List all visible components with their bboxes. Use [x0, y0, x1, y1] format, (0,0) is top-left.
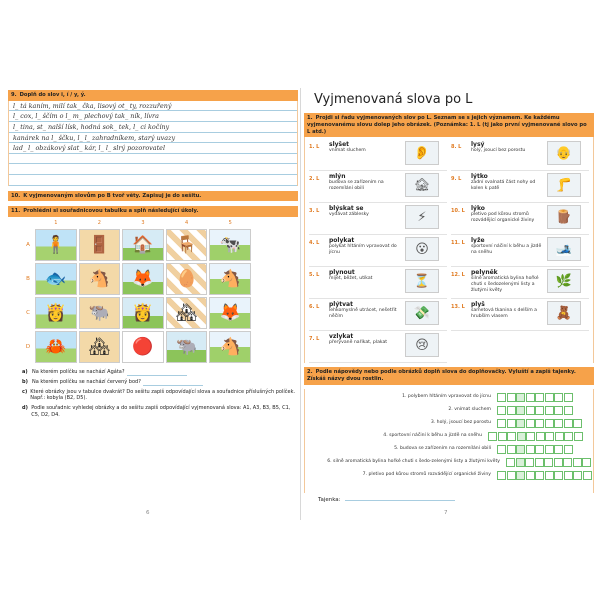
vocab-definition: polykat hltáním vpravovat do jícnu: [329, 244, 397, 255]
column-number: 2: [97, 220, 101, 226]
ear-icon[interactable]: 👂: [405, 141, 439, 165]
crossword-clue: 5. budova se zařízením na rozemílání obilí: [394, 445, 491, 451]
crossword-clue: 3. holý, jsoucí bez porostu: [430, 419, 491, 425]
row-label: C: [26, 310, 30, 316]
vocab-column-right: [451, 139, 589, 363]
cows-icon: 🐄: [209, 229, 251, 261]
vocab-number: 9. L: [451, 176, 462, 183]
crab-icon: 🦀: [35, 331, 77, 363]
teddy-icon[interactable]: 🧸: [547, 301, 581, 325]
crossword-cell[interactable]: [574, 432, 583, 441]
handwriting-line[interactable]: l_ tina, st_ nalší lísk, hodná sok_ tek, l_ ci kočíny: [9, 122, 297, 133]
herb-icon[interactable]: 🌿: [547, 269, 581, 293]
vocab-number: 7. L: [309, 336, 320, 343]
crossword-cell[interactable]: [564, 406, 573, 415]
vocab-definition: silně aromatická bylina hořké chuti s šedozelenými listy a žlutými květy: [471, 276, 539, 293]
vocab-word: polykat: [329, 237, 355, 245]
vocab-text: [471, 269, 547, 293]
vocab-number: 6. L: [309, 304, 320, 311]
vocab-definition: míjet, běžet, utíkat: [329, 276, 373, 282]
vocab-row: [309, 139, 447, 171]
question-letter: a): [22, 369, 28, 375]
column-number: 5: [228, 220, 232, 226]
vocab-word: mlýn: [329, 173, 346, 181]
vocab-word: lysý: [471, 141, 485, 149]
column-number: 1: [54, 220, 58, 226]
crossword-cell[interactable]: [545, 419, 554, 428]
crossword-cell[interactable]: [564, 419, 573, 428]
vocab-definition: zadní svalnatá část nohy od kolen k patě: [471, 180, 536, 191]
vocab-text: [471, 301, 547, 319]
crossword-cell[interactable]: [535, 445, 544, 454]
handwriting-line[interactable]: kanárek na l_ ščku, l_ l_ zahradníkem, starý uvazy: [9, 133, 297, 144]
princess-icon: 👸: [35, 297, 77, 329]
vocab-number: 13. L: [451, 304, 465, 311]
clock-icon[interactable]: ⏳: [405, 269, 439, 293]
crossword-cell[interactable]: [488, 432, 497, 441]
row-label: B: [26, 276, 30, 282]
question-item: [22, 405, 298, 419]
money-icon[interactable]: 💸: [405, 301, 439, 325]
left-page: [8, 90, 298, 516]
crossword-cell[interactable]: [554, 419, 563, 428]
vocab-word: plýtvat: [329, 301, 353, 309]
vocab-definition: holý, jsoucí bez porostu: [471, 148, 526, 154]
page-number-left: 6: [146, 510, 150, 516]
coordinate-table: [22, 220, 252, 364]
crossword-cell[interactable]: [497, 419, 506, 428]
crossword-cell[interactable]: [526, 432, 535, 441]
crossword: [304, 389, 594, 493]
crossword-cell[interactable]: [545, 393, 554, 402]
vocab-text: [329, 173, 405, 191]
vocab-number: 1. L: [309, 144, 320, 151]
exercise-11-header: 11. Prohlédni si souřadnicovou tabulku a splň následující úkoly.: [8, 206, 298, 217]
swallow-icon[interactable]: 😮: [405, 237, 439, 261]
town-icon: 🏘: [166, 297, 208, 329]
vocab-number: 8. L: [451, 144, 462, 151]
furniture-icon: 🪑: [166, 229, 208, 261]
vocab-number: 12. L: [451, 272, 465, 279]
vocab-definition: sportovní náčiní k běhu a jízdě na sněhu: [471, 244, 542, 255]
mill-icon[interactable]: 🏚: [405, 173, 439, 197]
crossword-cell[interactable]: [545, 432, 554, 441]
bison-icon: 🐃: [79, 297, 121, 329]
crossword-cell[interactable]: [526, 393, 535, 402]
vocab-word: blýskat se: [329, 205, 364, 213]
crossword-cell[interactable]: [535, 406, 544, 415]
vocab-word: vzlykat: [329, 333, 354, 341]
pony-icon: 🐴: [209, 331, 251, 363]
grid-row: [22, 228, 252, 262]
crossword-cell[interactable]: [573, 419, 582, 428]
village-icon: 🏘: [79, 331, 121, 363]
tajenka-row: Tajenka:: [318, 497, 594, 503]
crossword-clue: 2. vnímat sluchem: [448, 406, 491, 412]
exercise-9-header: 9. Doplň do slov i, í / y, ý.: [8, 90, 298, 101]
bison-icon: 🐃: [166, 331, 208, 363]
crossword-cell[interactable]: [544, 458, 553, 467]
crossword-cell[interactable]: [563, 458, 572, 467]
lightning-icon[interactable]: ⚡: [405, 205, 439, 229]
vocab-number: 4. L: [309, 240, 320, 247]
vocab-definition: sametová tkanina s delším a hrubším vlasem: [471, 308, 537, 319]
vocab-text: [329, 205, 405, 218]
crossword-cell[interactable]: [582, 458, 591, 467]
exercise-1-header: 1. Projdi si řadu vyjmenovaných slov po L. Seznam se s jejich významem. Ke každému vyjmenovanému slovu dolep jeho obrázek. (Poznámka: 1. L (tj jako první vyjmenované slovo po L atd.): [304, 113, 594, 137]
vocab-word: pelyněk: [471, 269, 498, 277]
vocab-row: [309, 171, 447, 203]
crossword-cell[interactable]: [535, 419, 544, 428]
vocab-word: slyšet: [329, 141, 350, 149]
question-text: Které obrázky jsou v tabulce dvakrát? Do sešitu zapiš odpovídající slova a souřadnice příslušných políček. Např.: kobyla (B2, D5).: [30, 388, 296, 402]
crossword-cell[interactable]: [497, 406, 506, 415]
crossword-cell[interactable]: [507, 471, 516, 480]
crossword-cell[interactable]: [516, 406, 525, 415]
crossword-clue: 1. polybem hltáním vpravovat do jícnu: [402, 393, 491, 399]
handwriting-line[interactable]: l_ tá kaním, milí tak_ čka, lisový ot_ ty, rozzuřený: [9, 101, 297, 112]
right-page: [304, 90, 594, 516]
crossword-cell[interactable]: [526, 419, 535, 428]
exercise-2-header: 2. Podle nápovědy nebo podle obrázků doplň slova do doplňovačky. Vyluští a zapiš tajenky. Získáš názvy dvou rostlin.: [304, 367, 594, 385]
crossword-cell[interactable]: [554, 458, 563, 467]
vocab-text: [329, 269, 405, 282]
book-spread: [0, 90, 600, 520]
handwriting-line[interactable]: l_ cox, l_ ščím o l_ m_ plechový tak_ ník, lívra: [9, 111, 297, 122]
vocab-column-left: [309, 139, 447, 363]
answer-line[interactable]: [143, 379, 203, 386]
crossword-cell[interactable]: [507, 406, 516, 415]
vocab-definition: vydávat záblesky: [329, 212, 369, 218]
question-letter: d): [22, 405, 28, 411]
vocab-word: plyš: [471, 301, 485, 309]
vocab-word: lyže: [471, 237, 485, 245]
crossword-cell[interactable]: [497, 393, 506, 402]
crossword-cell[interactable]: [507, 419, 516, 428]
vocab-number: 10. L: [451, 208, 465, 215]
vocab-number: 3. L: [309, 208, 320, 215]
calf-icon[interactable]: 🦵: [547, 173, 581, 197]
fish-icon: 🐟: [35, 263, 77, 295]
grid-row: [22, 262, 252, 296]
vocab-definition: přerývaně naříkat, plakat: [329, 340, 388, 346]
vocab-definition: budova se zařízením na rozemílání obilí: [329, 180, 384, 191]
crossword-cell[interactable]: [526, 471, 535, 480]
question-text: Podle souřadnic vyhledej obrázky a do sešitu zapiš odpovídající vyjmenovaná slova: A1, A3, B3, B5, C1, C5, D2, D4.: [31, 405, 291, 418]
vocab-text: [329, 141, 405, 154]
handwriting-line-blank[interactable]: [9, 175, 297, 186]
crossword-cell[interactable]: [535, 471, 544, 480]
crossword-cell[interactable]: [536, 432, 545, 441]
crossword-cell[interactable]: [506, 458, 515, 467]
crossword-cell[interactable]: [535, 458, 544, 467]
vocab-row: [309, 203, 447, 235]
crossword-clue: 6. silně aromatická bylina hořké chuti s šedo-zelenými listy a žlutými květy: [327, 458, 500, 464]
vocab-text: [329, 333, 405, 346]
handwriting-line[interactable]: lad_ l_ obzákový slat_ kár, l_ l_ slrý pozorovatel: [9, 143, 297, 154]
question-item: [22, 389, 298, 403]
red-dot-icon: 🔴: [122, 331, 164, 363]
vocab-row: [309, 267, 447, 299]
vocab-text: [471, 205, 547, 223]
fox-icon: 🦊: [122, 263, 164, 295]
crossword-cell[interactable]: [573, 458, 582, 467]
vocab-number: 11. L: [451, 240, 465, 247]
crossword-cell[interactable]: [516, 445, 525, 454]
column-number: 4: [184, 220, 189, 226]
crossword-cell[interactable]: [507, 432, 516, 441]
page-number-right: 7: [444, 510, 448, 516]
vocab-row: [309, 299, 447, 331]
answer-line[interactable]: [127, 369, 187, 376]
question-item: [22, 369, 298, 376]
crossword-cell[interactable]: [564, 393, 573, 402]
princess-icon: 👸: [122, 297, 164, 329]
page-title: Vyjmenovaná slova po L: [314, 92, 473, 107]
crossword-cell[interactable]: [545, 445, 554, 454]
column-numbers: [34, 220, 252, 228]
crossword-cell[interactable]: [516, 471, 525, 480]
crossword-cell[interactable]: [554, 471, 563, 480]
grid-row: [22, 330, 252, 364]
vocab-row: [451, 203, 589, 235]
crossword-cell[interactable]: [517, 432, 526, 441]
vocab-row: [451, 235, 589, 267]
fox-icon: 🦊: [209, 297, 251, 329]
vocab-definition: vnímat sluchem: [329, 148, 366, 154]
crossword-cell[interactable]: [516, 393, 525, 402]
pony-icon: 🐴: [209, 263, 251, 295]
crossword-cell[interactable]: [554, 406, 563, 415]
crossword-cell[interactable]: [554, 445, 563, 454]
crossword-cell[interactable]: [535, 393, 544, 402]
bark-icon[interactable]: 🪵: [547, 205, 581, 229]
crossword-cell[interactable]: [497, 445, 506, 454]
vocab-text: [471, 141, 547, 154]
questions-list: [22, 369, 298, 419]
vocab-columns: [304, 137, 594, 363]
eggs-icon: 🥚: [166, 263, 208, 295]
crossword-cell[interactable]: [526, 445, 535, 454]
crossword-cell[interactable]: [564, 471, 573, 480]
crossword-cell[interactable]: [516, 419, 525, 428]
handwriting-line-blank[interactable]: [9, 154, 297, 165]
crossword-cell[interactable]: [545, 471, 554, 480]
vocab-number: 5. L: [309, 272, 320, 279]
crossword-cell[interactable]: [555, 432, 564, 441]
vocab-text: [471, 237, 547, 255]
eskimo-icon: 🧍: [35, 229, 77, 261]
question-item: [22, 379, 298, 386]
handwriting-line-blank[interactable]: [9, 164, 297, 175]
crossword-cell[interactable]: [573, 471, 582, 480]
crossword-cell[interactable]: [516, 458, 525, 467]
vocab-row: [451, 171, 589, 203]
vocab-word: lýko: [471, 205, 485, 213]
exercise-10-header: 10. K vyjmenovaným slovům po B tvoř věty. Zapisuj je do sešitu.: [8, 191, 298, 202]
vocab-row: [309, 331, 447, 363]
vocab-definition: pletivo pod kůrou stromů rozvádějící organické živiny: [471, 212, 535, 223]
vocab-row: [309, 235, 447, 267]
vocab-row: [451, 139, 589, 171]
vocab-text: [329, 237, 405, 255]
question-text: Na kterém políčku se nachází červený bod?: [32, 378, 141, 385]
row-label: A: [26, 242, 30, 248]
crossword-cell[interactable]: [525, 458, 534, 467]
crossword-clue: 7. pletivo pod kůrou stromů rozvádějící organické živiny: [362, 471, 491, 477]
row-label: D: [25, 344, 31, 350]
bald-icon[interactable]: 👴: [547, 141, 581, 165]
vocab-number: 2. L: [309, 176, 320, 183]
crossword-cell[interactable]: [583, 471, 592, 480]
crossword-cell[interactable]: [564, 445, 573, 454]
vocab-row: [451, 267, 589, 299]
crossword-cell[interactable]: [498, 432, 507, 441]
doghouse-icon: 🏠: [122, 229, 164, 261]
vocab-word: plynout: [329, 269, 355, 277]
crossword-cell[interactable]: [545, 406, 554, 415]
handwriting-lines: [8, 101, 298, 186]
crossword-cell[interactable]: [507, 393, 516, 402]
question-text: Na kterém políčku se nachází Agáta?: [32, 369, 125, 375]
question-letter: c): [22, 388, 28, 395]
vocab-text: [471, 173, 547, 191]
vocab-row: [451, 299, 589, 331]
crossword-cell[interactable]: [526, 406, 535, 415]
crying-icon[interactable]: 😢: [405, 333, 439, 357]
vocab-word: lýtko: [471, 173, 488, 181]
question-letter: b): [22, 378, 28, 385]
column-number: 3: [141, 220, 145, 226]
crossword-cell[interactable]: [497, 471, 506, 480]
crossword-cell[interactable]: [554, 393, 563, 402]
vocab-text: [329, 301, 405, 319]
tajenka-answer-line[interactable]: [345, 500, 455, 501]
grid-row: [22, 296, 252, 330]
crossword-cell[interactable]: [564, 432, 573, 441]
door-icon: 🚪: [79, 229, 121, 261]
pony-icon: 🐴: [79, 263, 121, 295]
ski-icon[interactable]: 🎿: [547, 237, 581, 261]
crossword-clue: 4. sportovní náčiní k běhu a jízdě na sněhu: [383, 432, 482, 438]
crossword-cell[interactable]: [507, 445, 516, 454]
vocab-definition: lehkomyslně utrácet, nešetřit něčím: [329, 308, 397, 319]
